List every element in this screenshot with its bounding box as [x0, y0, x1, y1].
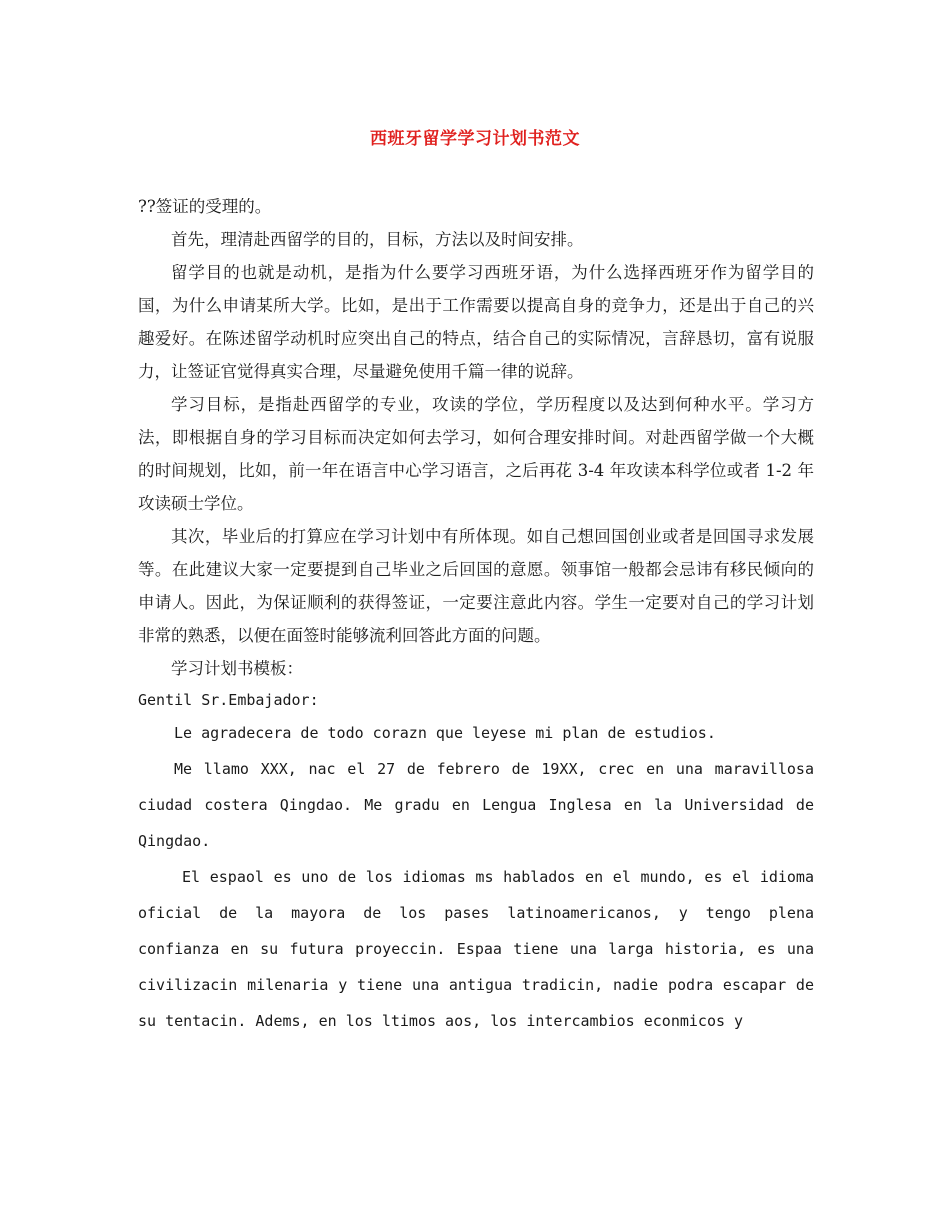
salutation: Gentil Sr.Embajador:	[138, 691, 319, 709]
paragraph-5: 其次，毕业后的打算应在学习计划中有所体现。如自己想回国创业或者是回国寻求发展等。在此建议大家一定要提到自己毕业之后回国的意愿。领事馆一般都会忌讳有移民倾向的申请人。因此，为保证顺利的获得签证，一定要注意此内容。学生一定要对自己的学习计划非常的熟悉，以便在面签时能够流利回答此方面的问题。	[138, 527, 814, 645]
paragraph-es-3: El espaol es uno de los idiomas ms hablados en el mundo, es el idioma oficial de la mayora de los pases latinoamericanos, y tengo plena confianza en su futura proyeccin. Espaa tiene una larga historia, es una civilizacin milenaria y tiene una antigua tradicin, nadie podra escapar de su tentacin. Adems, en los ltimos aos, los intercambios econmicos y	[138, 868, 814, 1030]
paragraph-4: 学习目标，是指赴西留学的专业，攻读的学位，学历程度以及达到何种水平。学习方法，即根据自身的学习目标而决定如何去学习，如何合理安排时间。对赴西留学做一个大概的时间规划，比如，前一年在语言中心学习语言，之后再花 3-4 年攻读本科学位或者 1-2 年攻读硕士学位。	[138, 395, 814, 513]
paragraph-1: ??签证的受理的。	[138, 197, 272, 216]
document-body	[138, 190, 814, 1039]
paragraph-2: 首先，理清赴西留学的目的，目标，方法以及时间安排。	[171, 230, 584, 249]
paragraph-3: 留学目的也就是动机，是指为什么要学习西班牙语，为什么选择西班牙作为留学目的国，为什么申请某所大学。比如，是出于工作需要以提高自身的竞争力，还是出于自己的兴趣爱好。在陈述留学动机时应突出自己的特点，结合自己的实际情况，言辞恳切，富有说服力，让签证官觉得真实合理，尽量避免使用千篇一律的说辞。	[138, 263, 814, 381]
paragraph-6: 学习计划书模板：	[171, 659, 303, 678]
document-title: 西班牙留学学习计划书范文	[370, 129, 580, 149]
paragraph-es-1: Le agradecera de todo corazn que leyese mi plan de estudios.	[174, 724, 716, 742]
paragraph-es-2: Me llamo XXX, nac el 27 de febrero de 19XX, crec en una maravillosa ciudad costera Qingdao. Me gradu en Lengua Inglesa en la Universidad de Qingdao.	[138, 760, 814, 850]
